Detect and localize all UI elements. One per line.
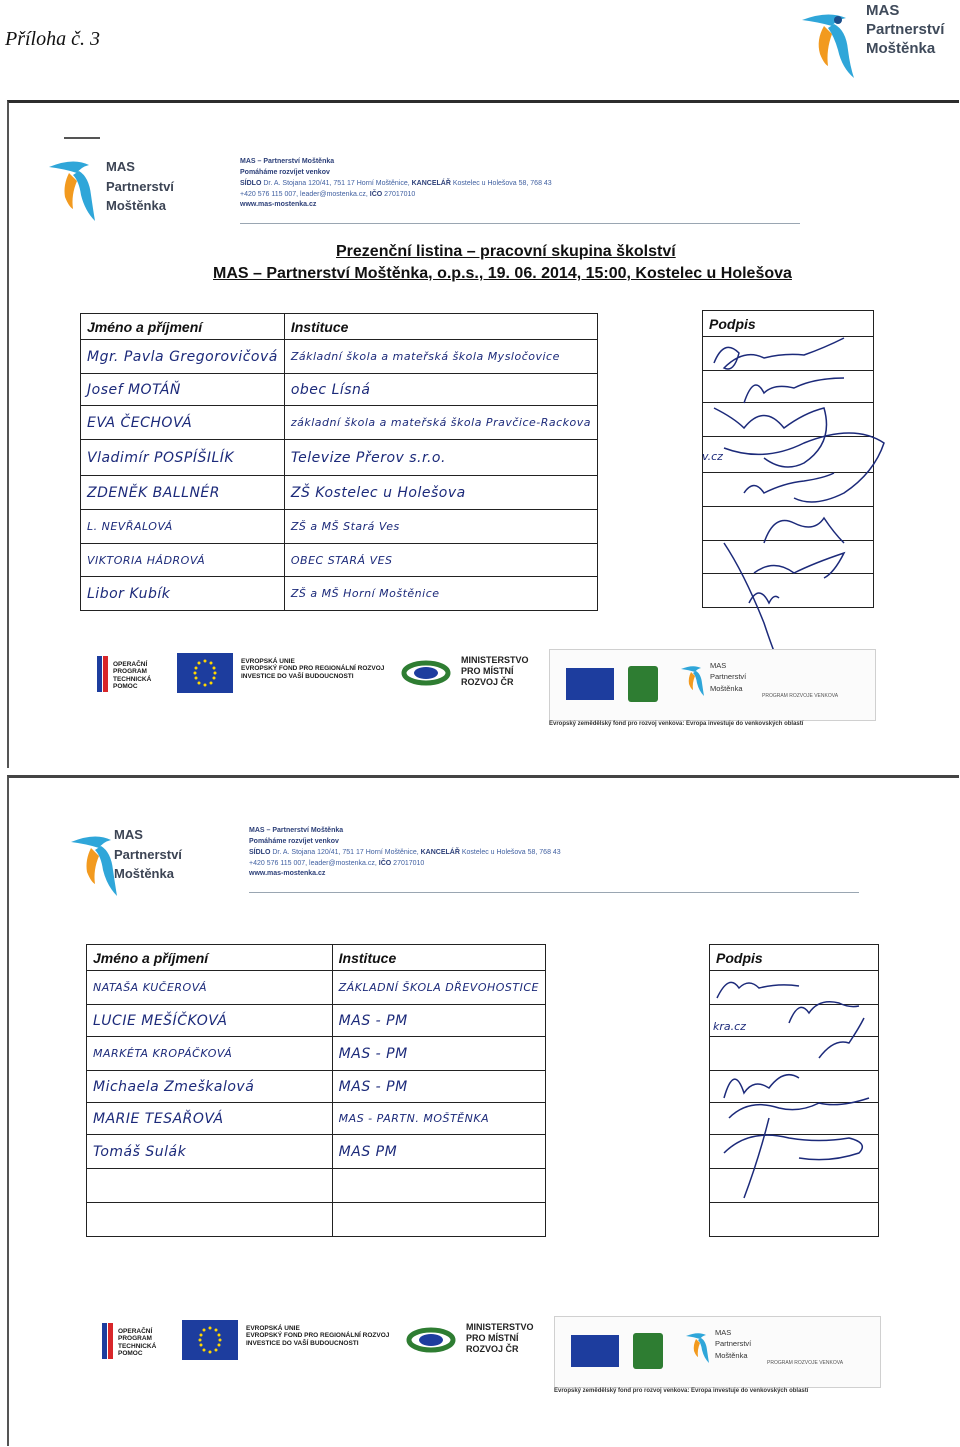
op-stripe-icon (97, 656, 102, 692)
table-row (81, 476, 598, 510)
mmr-label: MINISTERSTVO PRO MÍSTNÍ ROZVOJ ČR (466, 1322, 534, 1354)
funding-footer-2 (94, 1318, 954, 1398)
table-header-row (87, 945, 546, 971)
eu-flag-icon (571, 1335, 619, 1367)
attendee-institution: ZÁKLADNÍ ŠKOLA DŘEVOHOSTICE (332, 971, 545, 1005)
eu-line-1: EVROPSKÁ UNIE (241, 658, 295, 665)
attendee-institution: základní škola a mateřská škola Pravčice-Rackova (284, 406, 597, 440)
brand-line-2: Partnerství (106, 178, 174, 194)
contact: +420 576 115 007, leader@mostenka.cz, (249, 859, 377, 867)
ico: 27017010 (384, 190, 416, 198)
mmr-label: MINISTERSTVO PRO MÍSTNÍ ROZVOJ ČR (461, 655, 529, 687)
ico-label: IČO (369, 190, 383, 198)
email-fragment: kra.cz (713, 1020, 746, 1033)
leader-logo-icon (633, 1333, 663, 1369)
office: Kostelec u Holešova 58, 768 43 (452, 179, 552, 187)
table-row (87, 971, 546, 1005)
attendee-institution: ZŠ a MŠ Stará Ves (284, 510, 597, 544)
table-header-row (81, 314, 598, 340)
attendee-name: Michaela Zmeškalová (87, 1071, 333, 1103)
eafrd-caption: Evropský zemědělský fond pro rozvoj venkova: Evropa investuje do venkovských oblastí (554, 1388, 809, 1394)
brand-line-1: MAS (114, 827, 143, 842)
table-row (81, 440, 598, 476)
table-row (87, 1103, 546, 1135)
mas-mini-text (710, 660, 746, 694)
col-institution-header: Instituce (284, 314, 597, 340)
brand-line-1: MAS (715, 1328, 732, 1337)
eu-line-1: EVROPSKÁ UNIE (246, 1325, 300, 1332)
attendee-institution: obec Lísná (284, 374, 597, 406)
ico-label: IČO (378, 859, 392, 867)
mmr-logo-icon (406, 1326, 456, 1354)
attendee-name: MARKÉTA KROPÁČKOVÁ (87, 1037, 333, 1071)
table-row (87, 1037, 546, 1071)
attendance-table-2 (86, 944, 546, 1237)
table-row (87, 1135, 546, 1169)
attendee-institution: Základní škola a mateřská škola Mysločovice (284, 340, 597, 374)
attendee-name: ZDENĚK BALLNÉR (81, 476, 285, 510)
brand-line-3: Moštěnka (114, 866, 174, 881)
letterhead-rule (240, 223, 800, 224)
brand-line-3: Moštěnka (106, 198, 166, 213)
page-label: Příloha č. 3 (5, 28, 100, 50)
mmr-logo-icon (401, 659, 451, 687)
brand-line-3: Moštěnka (866, 39, 936, 57)
sheet-title-line-1: Prezenční listina – pracovní skupina školství (336, 243, 676, 260)
attendee-name: NATAŠA KUČEROVÁ (87, 971, 333, 1005)
top-brand-logo (798, 0, 958, 80)
op-stripe-icon (103, 656, 108, 692)
kingfisher-logo-icon (47, 155, 107, 223)
prv-label: PROGRAM ROZVOJE VENKOVA (762, 693, 839, 699)
brand-line-1: MAS (710, 661, 727, 670)
attendee-institution: OBEC STARÁ VES (284, 544, 597, 577)
brand-line-1: MAS (106, 159, 135, 174)
address: Dr. A. Stojana 120/41, 751 17 Horní Moštěnice, (272, 848, 419, 856)
attendee-name: Mgr. Pavla Gregorovičová (81, 340, 285, 374)
eu-line-3: INVESTICE DO VAŠÍ BUDOUCNOSTI (241, 672, 354, 680)
letterhead-web: www.mas-mostenka.cz (240, 201, 317, 209)
attendee-institution (332, 1203, 545, 1237)
attendee-institution: MAS - PM (332, 1005, 545, 1037)
leader-logo-panel (554, 1316, 881, 1388)
kingfisher-logo-icon (798, 6, 868, 80)
mas-mini-text (715, 1327, 751, 1361)
table-row (87, 1071, 546, 1103)
kingfisher-logo-icon (685, 1327, 715, 1367)
attendee-name: Vladimír POSPÍŠILÍK (81, 440, 285, 476)
letterhead-brand (114, 825, 182, 884)
table-row (87, 1005, 546, 1037)
table-row (81, 340, 598, 374)
table-row (81, 406, 598, 440)
op-tech-label: OPERAČNÍ PROGRAM TECHNICKÁ POMOC (113, 661, 152, 691)
sheet-title-line-2: MAS – Partnerství Moštěnka, o.p.s., 19. 06. 2014, 15:00, Kostelec u Holešova (213, 265, 792, 282)
col-signature-header: Podpis (710, 945, 879, 971)
scan-mark (64, 137, 100, 139)
eu-flag-icon (182, 1320, 238, 1360)
brand-line-3: Moštěnka (715, 1350, 748, 1360)
col-institution-header: Instituce (332, 945, 545, 971)
eu-line-2: EVROPSKÝ FOND PRO REGIONÁLNÍ ROZVOJ (246, 1332, 390, 1340)
attendee-name: Josef MOTÁŇ (81, 374, 285, 406)
attendee-institution: MAS - PM (332, 1071, 545, 1103)
attendee-name: MARIE TESAŘOVÁ (87, 1103, 333, 1135)
table-row (87, 1203, 546, 1237)
eu-line-3: INVESTICE DO VAŠÍ BUDOUCNOSTI (246, 1339, 359, 1347)
col-name-header: Jméno a příjmení (81, 314, 285, 340)
attendance-table-1 (80, 313, 598, 611)
address-label: SÍDLO (249, 848, 271, 856)
office: Kostelec u Holešova 58, 768 43 (461, 848, 561, 856)
attendee-name: L. NEVŘALOVÁ (81, 510, 285, 544)
attendee-name (87, 1203, 333, 1237)
letterhead-web: www.mas-mostenka.cz (249, 870, 326, 878)
leader-logo-icon (628, 666, 658, 702)
op-stripe-icon (108, 1323, 113, 1359)
attendee-institution: MAS PM (332, 1135, 545, 1169)
letterhead-info (240, 157, 552, 211)
attendee-institution: MAS - PARTN. MOŠTĚNKA (332, 1103, 545, 1135)
eu-line-2: EVROPSKÝ FOND PRO REGIONÁLNÍ ROZVOJ (241, 665, 385, 673)
attendee-institution: ZŠ Kostelec u Holešova (284, 476, 597, 510)
kingfisher-logo-icon (680, 660, 710, 700)
letterhead-info (249, 826, 561, 880)
letterhead-brand (106, 157, 174, 216)
scanned-sheet-2 (7, 775, 959, 1446)
signatures-drawing-1 (704, 333, 894, 663)
email-fragment: v.cz (702, 450, 723, 463)
address: Dr. A. Stojana 120/41, 751 17 Horní Moštěnice, (263, 179, 410, 187)
table-row (81, 577, 598, 611)
attendee-name: Tomáš Sulák (87, 1135, 333, 1169)
letterhead-rule (249, 892, 859, 893)
table-row (87, 1169, 546, 1203)
brand-name (866, 2, 944, 58)
contact: +420 576 115 007, leader@mostenka.cz, (240, 190, 368, 198)
funding-footer-1 (89, 651, 949, 731)
col-name-header: Jméno a příjmení (87, 945, 333, 971)
brand-line-2: Partnerství (715, 1339, 752, 1349)
letterhead-org: MAS – Partnerství Moštěnka (249, 827, 344, 834)
col-signature-header: Podpis (703, 311, 874, 337)
brand-line-1: MAS (866, 2, 900, 19)
attendee-name: Libor Kubík (81, 577, 285, 611)
brand-line-2: Partnerství (114, 846, 182, 862)
letterhead-org: MAS – Partnerství Moštěnka (240, 158, 335, 165)
table-row (81, 510, 598, 544)
brand-line-2: Partnerství (866, 20, 945, 38)
attendee-institution: ZŠ a MŠ Horní Moštěnice (284, 577, 597, 611)
eu-text (241, 658, 391, 680)
office-label: KANCELÁŘ (411, 179, 451, 187)
brand-line-2: Partnerství (710, 672, 747, 682)
letterhead-tagline: Pomáháme rozvíjet venkov (240, 168, 330, 176)
table-row (81, 544, 598, 577)
attendee-name: LUCIE MEŠÍČKOVÁ (87, 1005, 333, 1037)
attendee-institution (332, 1169, 545, 1203)
attendee-name (87, 1169, 333, 1203)
eu-flag-icon (177, 653, 233, 693)
eu-flag-icon (566, 668, 614, 700)
attendee-name: VIKTORIA HÁDROVÁ (81, 544, 285, 577)
signatures-drawing-2 (709, 968, 879, 1208)
leader-logo-panel (549, 649, 876, 721)
op-tech-label: OPERAČNÍ PROGRAM TECHNICKÁ POMOC (118, 1328, 157, 1358)
scanned-sheet-1 (7, 100, 959, 768)
address-label: SÍDLO (240, 179, 262, 187)
letterhead-tagline: Pomáháme rozvíjet venkov (249, 837, 339, 845)
prv-label: PROGRAM ROZVOJE VENKOVA (767, 1360, 844, 1366)
attendee-institution: Televize Přerov s.r.o. (284, 440, 597, 476)
eu-text (246, 1325, 396, 1347)
attendee-name: EVA ČECHOVÁ (81, 406, 285, 440)
table-row (81, 374, 598, 406)
attendee-institution: MAS - PM (332, 1037, 545, 1071)
eafrd-caption: Evropský zemědělský fond pro rozvoj venkova: Evropa investuje do venkovských oblastí (549, 721, 804, 727)
ico: 27017010 (393, 859, 425, 867)
op-stripe-icon (102, 1323, 107, 1359)
office-label: KANCELÁŘ (420, 848, 460, 856)
brand-line-3: Moštěnka (710, 683, 743, 693)
